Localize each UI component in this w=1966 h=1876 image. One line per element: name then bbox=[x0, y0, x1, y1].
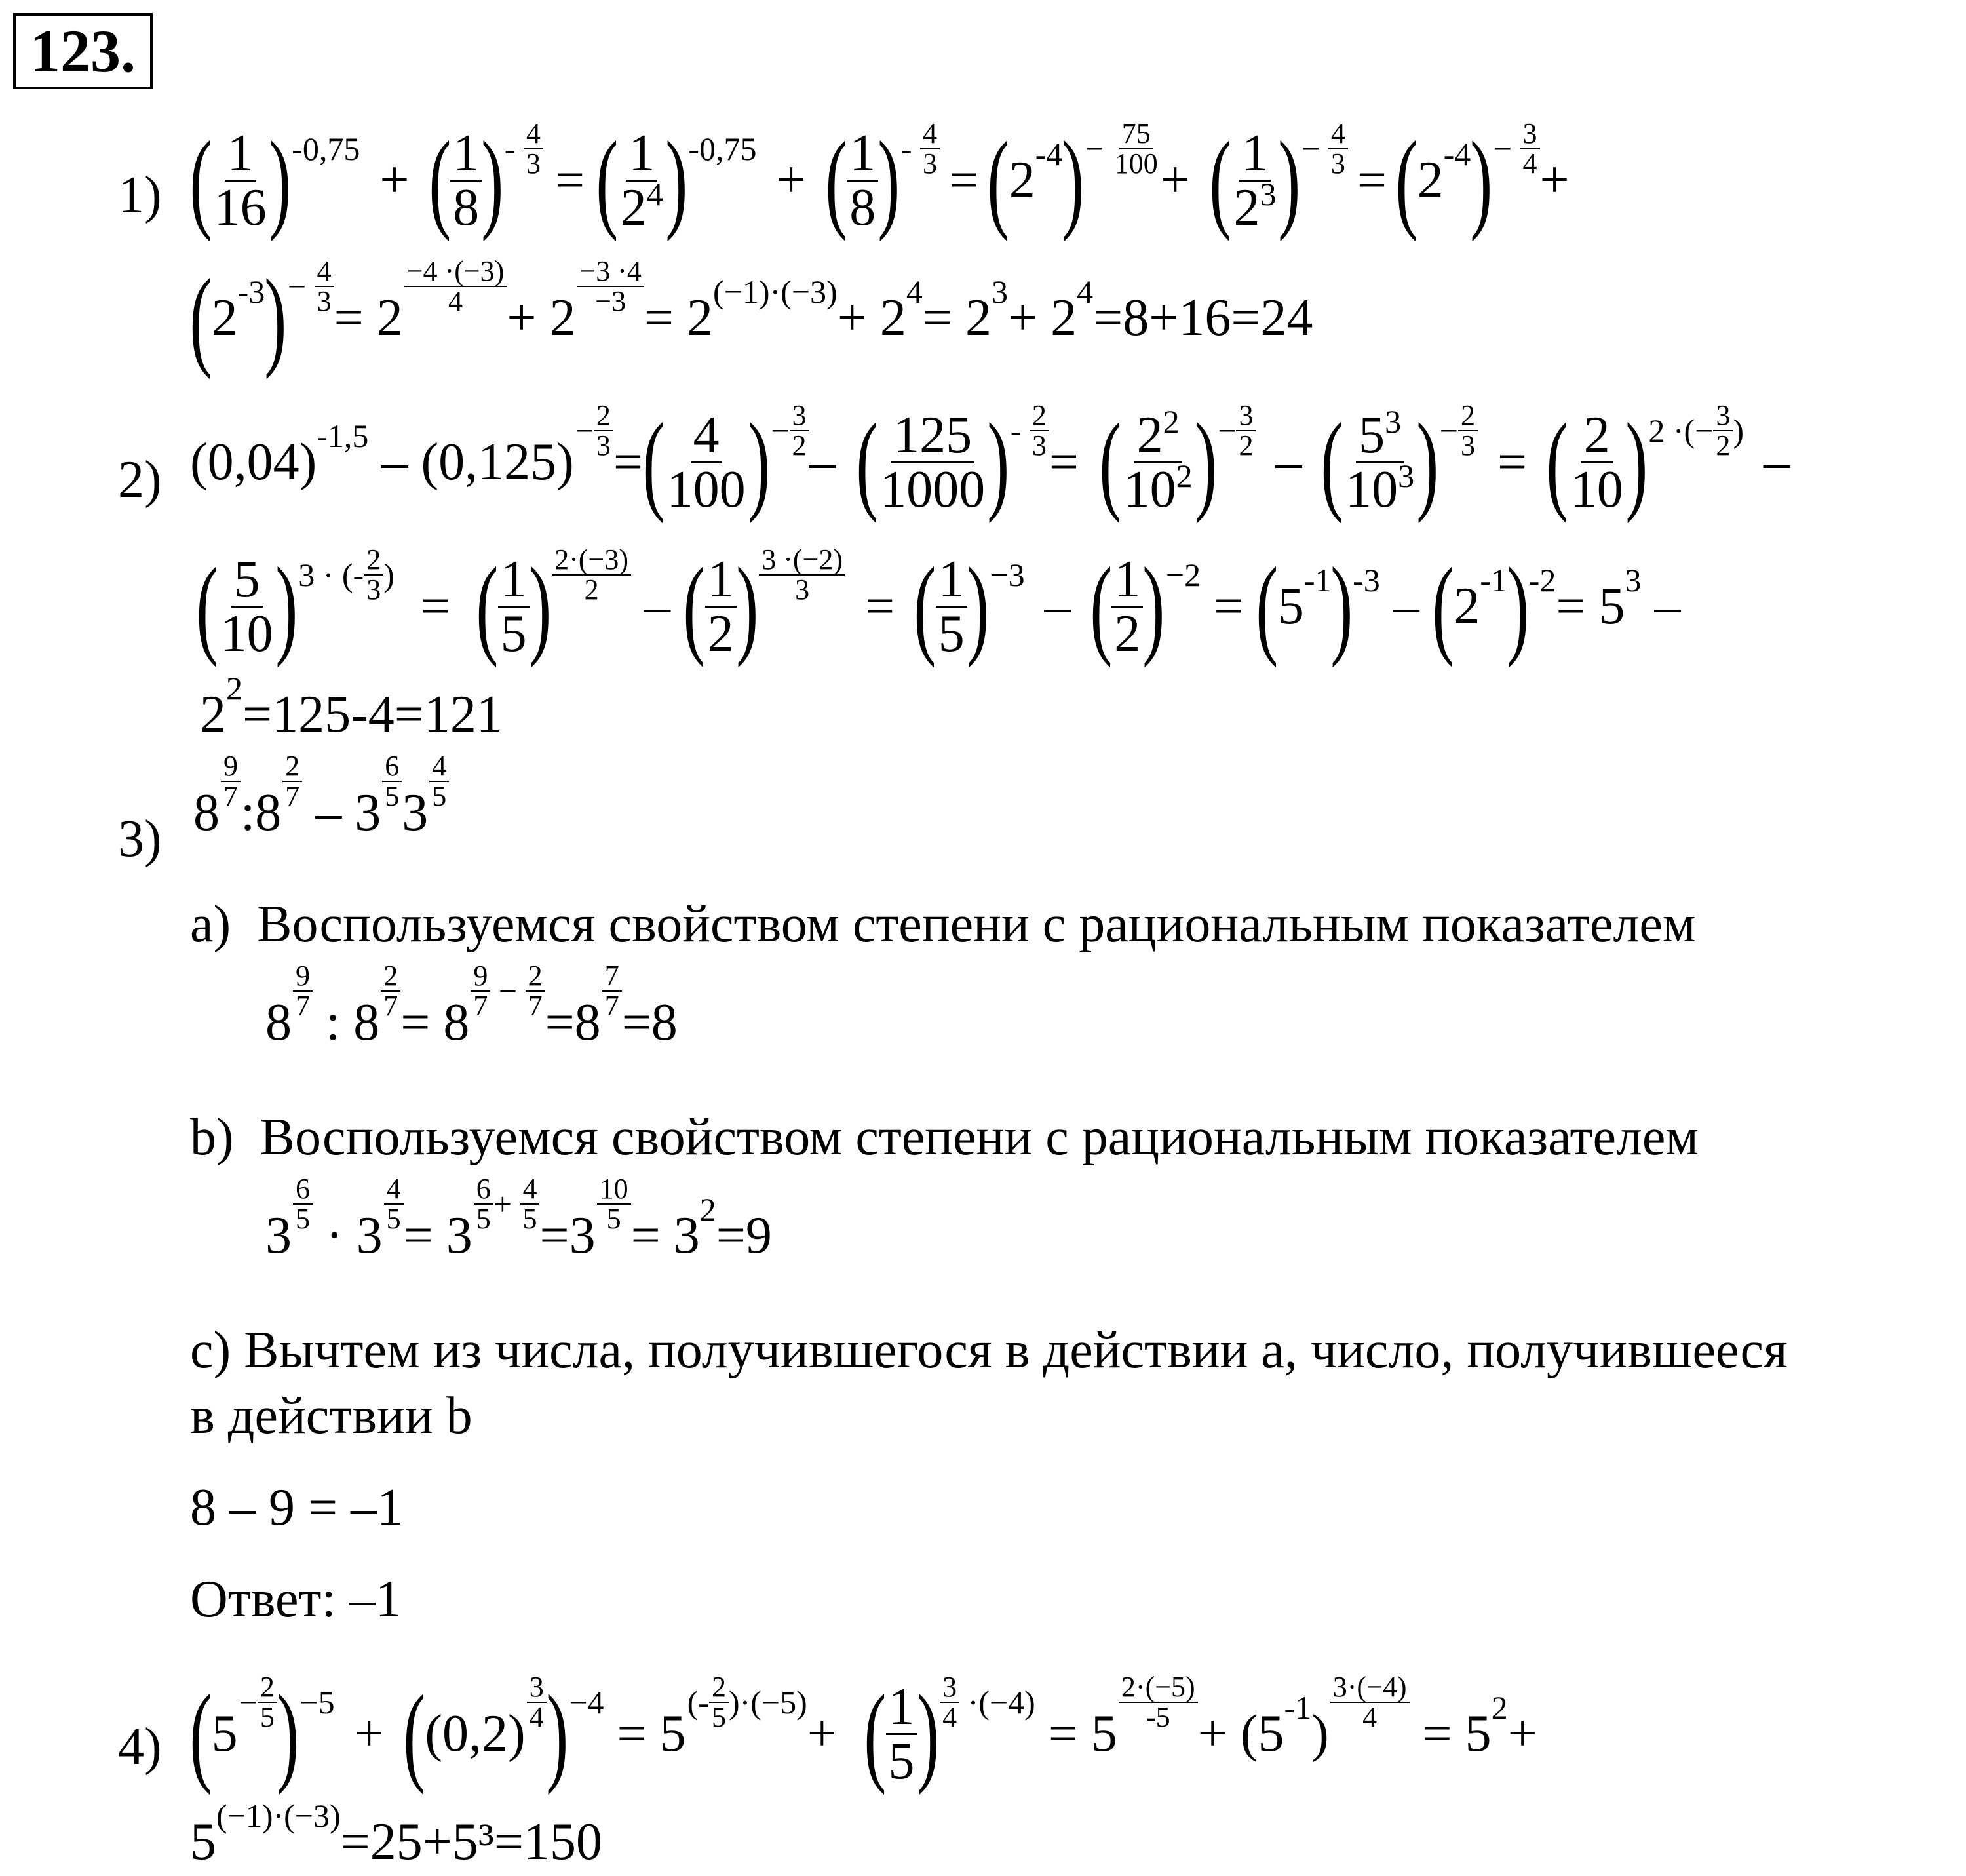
p2-line2: ( $\frac{5}{10}$ ) 3 · (- $\frac{2}{3}$ ) = ( $\frac{1}{5}$ ) $\frac{2\cdot(-3)}{2}$ – ( $\frac{1}{2}$ ) $\frac{3 \cdot(-2)}{3}$ = ( $\frac{1}{5}$ ) −3 – ( $\frac{1}{2}$ ) −2 = ( 5 -1 ) -3 – ( 2 -1 ) -2 = 5 3 – bbox=[196, 543, 1681, 668]
item-label-3: 3) bbox=[118, 810, 162, 868]
p3-step-c-line2: в действии b bbox=[190, 1387, 472, 1445]
p3-step-a-calc: 8 $\frac{9}{7}$ : 8 $\frac{2}{7}$ = 8 $\frac{9}{7}$ − $\frac{2}{7}$ =8 $\frac{7}{7}$ =8 bbox=[265, 960, 678, 1051]
p3-answer: Ответ: –1 bbox=[190, 1571, 402, 1628]
p3-step-c-line1: c) Вычтем из числа, получившегося в действии a, число, получившееся bbox=[190, 1321, 1788, 1379]
p1-result: =8+16=24 bbox=[1093, 289, 1313, 347]
p2-line1: (0,04) -1,5 – (0,125) − $\frac{2}{3}$ = ( $\frac{4}{100}$ ) − $\frac{3}{2}$ – ( $\frac{125}{1000}$ ) - $\frac{2}{3}$ = ( $\frac{2^2}{10^2}$ ) − $\frac{3}{2}$ – ( $\frac{5^3}{10^3}$ ) − $\frac{2}{3}$ = ( $\frac{2}{10}$ ) 2 ·(− $\frac{3}{2}$ ) – bbox=[190, 399, 1790, 524]
p3-step-b-calc: 3 $\frac{6}{5}$ · 3 $\frac{4}{5}$ = 3 $\frac{6}{5}$ + $\frac{4}{5}$ =3 $\frac{10}{5}$ = 3 2 =9 bbox=[265, 1173, 772, 1264]
p2-result: =125-4=121 bbox=[242, 686, 503, 743]
problem-number: 123. bbox=[13, 13, 153, 89]
p3-step-b: b) Воспользуемся свойством степени с рациональным показателем bbox=[190, 1108, 1699, 1166]
p3-expression: 8 $\frac{9}{7}$ :8 $\frac{2}{7}$ – 3 $\frac{6}{5}$ 3 $\frac{4}{5}$ bbox=[193, 783, 449, 842]
item-label-1: 1) bbox=[118, 166, 162, 224]
item-label-4: 4) bbox=[118, 1718, 162, 1776]
p3-calc: 8 – 9 = –1 bbox=[190, 1479, 404, 1536]
p1-line2: ( 2 -3 ) − $\frac{4}{3}$ = 2 $\frac{-4 \cdot(-3)}{4}$ + 2 $\frac{-3 \cdot 4}{-3}$ = 2 (−1)·(−3) + 2 4 = 2 3 + 2 4 =8+16=24 bbox=[189, 255, 1313, 380]
p4-line2: 5 (−1)·(−3) =25+5³=150 bbox=[190, 1797, 602, 1871]
item-label-2: 2) bbox=[118, 451, 162, 509]
p3-step-a: a) Воспользуемся свойством степени с рациональным показателем bbox=[190, 895, 1696, 953]
p4-result: =25+5³=150 bbox=[340, 1813, 602, 1871]
p4-line1: ( 5 − $\frac{2}{5}$ ) −5 + ( (0,2) $\frac{3}{4}$ ) −4 = 5 (- $\frac{2}{5}$ )·(−5) + ( $\frac{1}{5}$ ) $\frac{3}{4}$ ·(−4) = 5 $\frac{2\cdot(-5)}{-5}$ + (5 -1 ) $\frac{3\cdot(-4)}{4}$ = 5 2 + bbox=[189, 1671, 1537, 1795]
p2-line3: 2 2 =125-4=121 bbox=[200, 670, 503, 743]
p1-line1: ( $\frac{1}{16}$ ) -0,75 + ( $\frac{1}{8}$ ) - $\frac{4}{3}$ = ( $\frac{1}{2^4}$ ) -0,75 + ( $\frac{1}{8}$ ) - $\frac{4}{3}$ = ( 2 -4 ) − $\frac{75}{100}$ + ( $\frac{1}{2^3}$ ) − $\frac{4}{3}$ = ( 2 -4 ) − $\frac{3}{4}$ + bbox=[189, 117, 1570, 242]
